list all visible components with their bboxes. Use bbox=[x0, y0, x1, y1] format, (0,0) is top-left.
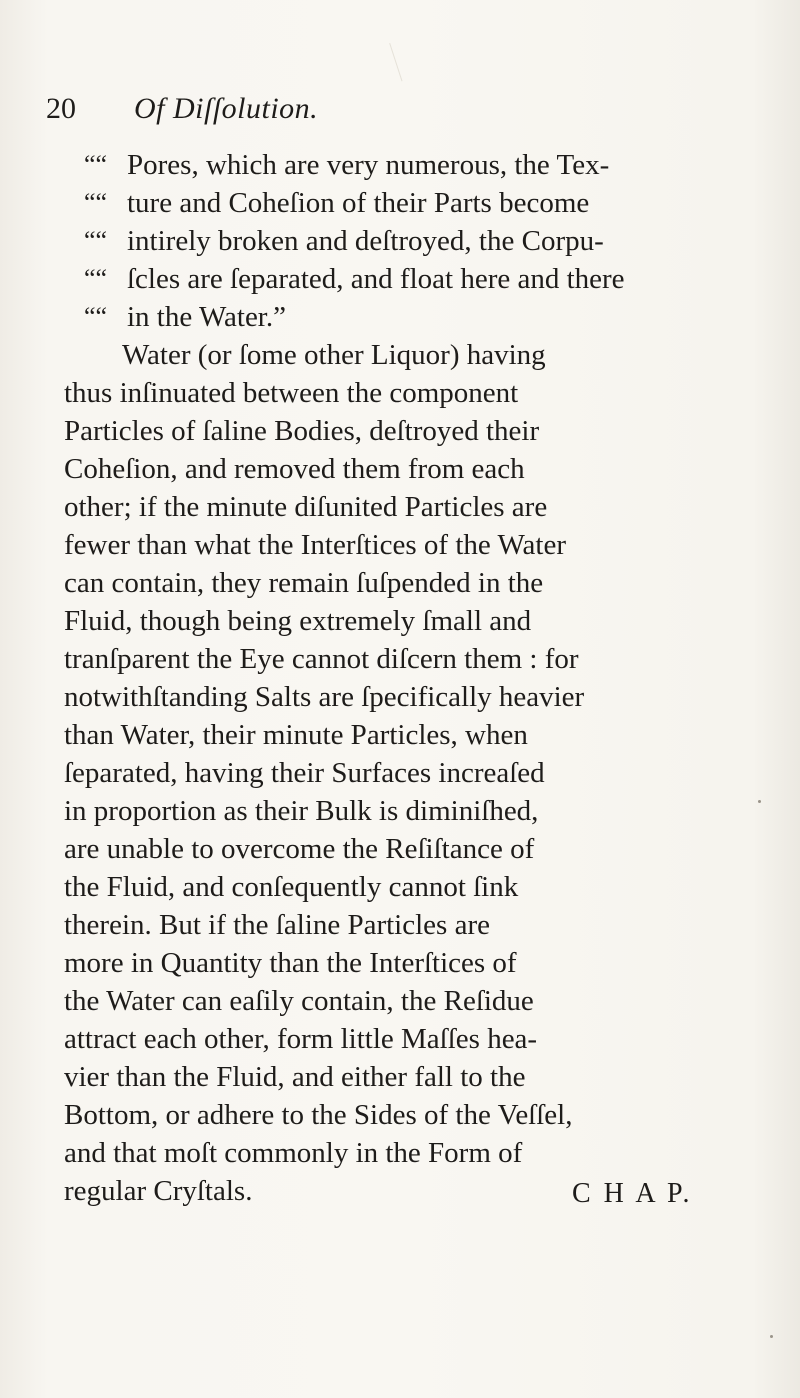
quotation-mark: ““ bbox=[84, 150, 108, 179]
text-line bbox=[62, 640, 752, 678]
line-text: vier than the Fluid, and either fall to the bbox=[64, 1061, 526, 1093]
text-line bbox=[62, 1096, 752, 1134]
text-line bbox=[62, 450, 752, 488]
text-line bbox=[62, 1020, 752, 1058]
text-line bbox=[62, 374, 752, 412]
line-text: can contain, they remain ſuſpended in the bbox=[64, 567, 544, 599]
text-line bbox=[62, 1134, 752, 1172]
line-text: thus inſinuated between the component bbox=[64, 377, 519, 409]
line-text: attract each other, form little Maſſes hea- bbox=[64, 1023, 538, 1055]
text-line bbox=[62, 488, 752, 526]
text-line bbox=[62, 868, 752, 906]
text-line bbox=[62, 944, 752, 982]
running-head: Of Diſſolution. bbox=[134, 92, 319, 125]
line-text: ture and Coheſion of their Parts become bbox=[127, 187, 590, 219]
text-line bbox=[62, 184, 752, 222]
line-text: regular Cryſtals. bbox=[64, 1175, 253, 1207]
quotation-mark: ““ bbox=[84, 226, 108, 255]
page-number: 20 bbox=[46, 92, 76, 125]
text-line bbox=[62, 564, 752, 602]
paper-speck bbox=[770, 1335, 773, 1338]
text-line bbox=[62, 602, 752, 640]
line-text: are unable to overcome the Reſiſtance of bbox=[64, 833, 535, 865]
line-text: therein. But if the ſaline Particles are bbox=[64, 909, 490, 941]
line-text: intirely broken and deſtroyed, the Corpu- bbox=[127, 225, 604, 257]
text-line bbox=[62, 792, 752, 830]
line-text: tranſparent the Eye cannot diſcern them : for bbox=[64, 643, 579, 675]
text-line bbox=[62, 754, 752, 792]
text-line bbox=[62, 716, 752, 754]
text-line bbox=[62, 260, 752, 298]
line-text: Bottom, or adhere to the Sides of the Veſſel, bbox=[64, 1099, 573, 1131]
line-text: ſcles are ſeparated, and float here and there bbox=[127, 263, 625, 295]
line-text: the Water can eaſily contain, the Reſidue bbox=[64, 985, 534, 1017]
paper-fold-mark bbox=[389, 39, 416, 82]
text-line bbox=[62, 982, 752, 1020]
line-text: other; if the minute diſunited Particles are bbox=[64, 491, 548, 523]
text-line bbox=[62, 1058, 752, 1096]
line-text: ſeparated, having their Surfaces increaſed bbox=[64, 757, 545, 789]
line-text: more in Quantity than the Interſtices of bbox=[64, 947, 517, 979]
line-text: Pores, which are very numerous, the Tex- bbox=[127, 149, 610, 181]
text-line bbox=[62, 526, 752, 564]
quotation-mark: ““ bbox=[84, 302, 108, 331]
line-text: and that moſt commonly in the Form of bbox=[64, 1137, 523, 1169]
line-text: in proportion as their Bulk is diminiſhed, bbox=[64, 795, 539, 827]
page-header bbox=[46, 92, 746, 134]
text-line bbox=[62, 146, 752, 184]
text-line bbox=[62, 906, 752, 944]
quotation-mark: ““ bbox=[84, 188, 108, 217]
line-text: Coheſion, and removed them from each bbox=[64, 453, 525, 485]
text-line bbox=[62, 412, 752, 450]
text-line bbox=[62, 830, 752, 868]
line-text: the Fluid, and conſequently cannot ſink bbox=[64, 871, 519, 903]
text-line bbox=[62, 336, 752, 374]
line-text: fewer than what the Interſtices of the Water bbox=[64, 529, 566, 561]
line-text: Particles of ſaline Bodies, deſtroyed their bbox=[64, 415, 540, 447]
text-line bbox=[62, 678, 752, 716]
quotation-mark: ““ bbox=[84, 264, 108, 293]
line-text: in the Water.” bbox=[127, 301, 286, 333]
line-text: than Water, their minute Particles, when bbox=[64, 719, 528, 751]
text-line bbox=[62, 298, 752, 336]
line-text: Water (or ſome other Liquor) having bbox=[122, 339, 546, 371]
line-text: Fluid, though being extremely ſmall and bbox=[64, 605, 532, 637]
paper-speck bbox=[758, 800, 761, 803]
catchword: C H A P. bbox=[572, 1178, 693, 1209]
line-text: notwithſtanding Salts are ſpecifically heavier bbox=[64, 681, 585, 713]
text-line bbox=[62, 222, 752, 260]
body-text bbox=[62, 146, 752, 1210]
